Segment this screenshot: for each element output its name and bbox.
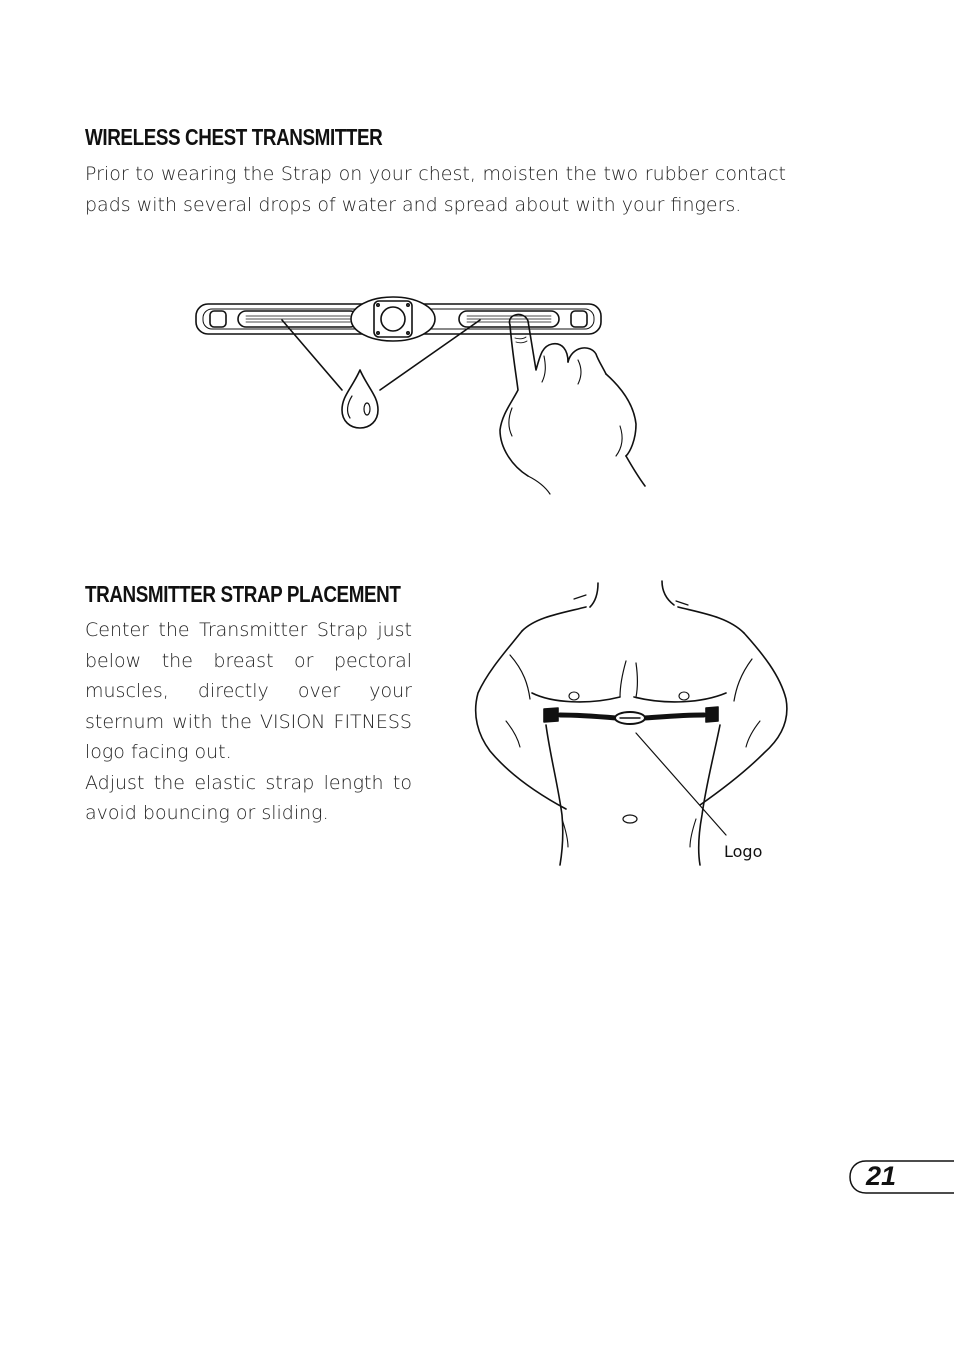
page-number-tab xyxy=(848,1160,954,1196)
section-title-transmitter-strap-placement: TRANSMITTER STRAP PLACEMENT xyxy=(85,581,401,607)
torso-strap-illustration xyxy=(470,575,795,875)
section-body-wireless-chest-transmitter: Prior to wearing the Strap on your chest, moisten the two rubber contact pads with several drops of water and spread about with your fingers. xyxy=(85,163,786,216)
section-body-transmitter-strap-placement xyxy=(85,615,412,829)
strap-moisten-illustration xyxy=(190,290,650,495)
page-number: 21 xyxy=(866,1161,897,1191)
placement-paragraph-2: Adjust the elastic strap length to avoid bouncing or sliding. xyxy=(85,771,412,824)
logo-callout-label: Logo xyxy=(724,842,763,861)
placement-paragraph-1: Center the Transmitter Strap just below the breast or pectoral muscles, directly over your sternum with the VISION FITNESS logo facing out. xyxy=(85,619,412,763)
section-title-wireless-chest-transmitter: WIRELESS CHEST TRANSMITTER xyxy=(85,124,383,150)
